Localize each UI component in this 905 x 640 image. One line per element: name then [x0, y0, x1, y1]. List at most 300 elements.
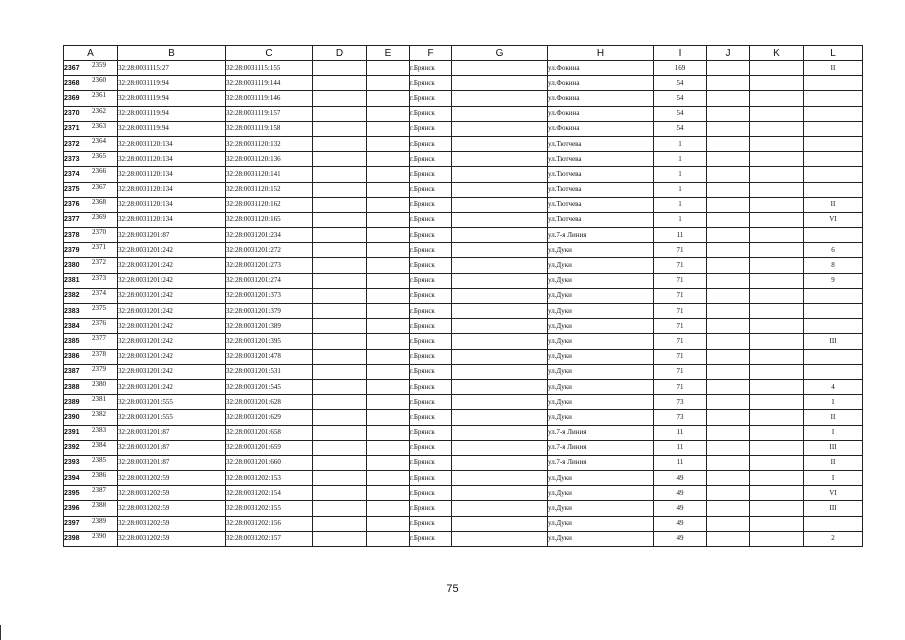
row-number: 2395 — [64, 489, 80, 497]
cell-e — [367, 152, 410, 167]
cell-i: 73 — [654, 395, 707, 410]
cell-i: 71 — [654, 273, 707, 288]
cell-h: ул.Дуки — [548, 319, 654, 334]
cell-g — [452, 76, 548, 91]
cell-c: 32:28:0031201:234 — [226, 228, 313, 243]
cell-j — [707, 152, 750, 167]
cell-b: 32:28:0031119:94 — [118, 121, 226, 136]
table-row — [64, 379, 863, 394]
cell-e — [367, 440, 410, 455]
row-number-cell — [64, 304, 118, 319]
cell-f: г.Брянск — [410, 531, 452, 546]
cell-i: 1 — [654, 212, 707, 227]
table-row — [64, 152, 863, 167]
cell-h: ул.Тютчева — [548, 212, 654, 227]
cell-b: 32:28:0031201:87 — [118, 455, 226, 470]
column-header-row — [64, 46, 863, 61]
row-number-cell — [64, 197, 118, 212]
cell-b: 32:28:0031119:94 — [118, 91, 226, 106]
cell-k — [750, 319, 804, 334]
cell-g — [452, 106, 548, 121]
cell-b: 32:28:0031120:134 — [118, 212, 226, 227]
cell-c: 32:28:0031201:274 — [226, 273, 313, 288]
cell-i: 54 — [654, 76, 707, 91]
cell-i: 49 — [654, 516, 707, 531]
cell-i: 73 — [654, 410, 707, 425]
cell-i: 71 — [654, 243, 707, 258]
cell-g — [452, 182, 548, 197]
cell-g — [452, 486, 548, 501]
cell-g — [452, 349, 548, 364]
cell-d — [313, 319, 367, 334]
cell-g — [452, 440, 548, 455]
row-number-cell — [64, 410, 118, 425]
record-number: 2360 — [92, 76, 106, 85]
record-number: 2386 — [92, 471, 106, 480]
row-number: 2370 — [64, 110, 80, 118]
cell-l: II — [804, 410, 863, 425]
cell-b: 32:28:0031120:134 — [118, 182, 226, 197]
cell-h: ул.Дуки — [548, 349, 654, 364]
record-number: 2361 — [92, 91, 106, 100]
row-number: 2398 — [64, 535, 80, 543]
cell-c: 32:28:0031120:162 — [226, 197, 313, 212]
cell-i: 49 — [654, 501, 707, 516]
cell-l — [804, 121, 863, 136]
cell-k — [750, 167, 804, 182]
record-number: 2372 — [92, 258, 106, 267]
cell-g — [452, 136, 548, 151]
cell-f: г.Брянск — [410, 440, 452, 455]
cell-d — [313, 410, 367, 425]
column-header-e: E — [367, 46, 410, 61]
cell-d — [313, 167, 367, 182]
record-number: 2373 — [92, 273, 106, 282]
row-number-cell — [64, 288, 118, 303]
cell-f: г.Брянск — [410, 379, 452, 394]
cell-f: г.Брянск — [410, 349, 452, 364]
cell-j — [707, 228, 750, 243]
cell-k — [750, 106, 804, 121]
cell-l: 6 — [804, 243, 863, 258]
record-number: 2359 — [92, 61, 106, 69]
table-row — [64, 410, 863, 425]
cell-i: 71 — [654, 349, 707, 364]
row-number: 2388 — [64, 383, 80, 391]
table-row — [64, 167, 863, 182]
cell-b: 32:28:0031201:242 — [118, 319, 226, 334]
cell-c: 32:28:0031119:158 — [226, 121, 313, 136]
cell-g — [452, 273, 548, 288]
cell-d — [313, 304, 367, 319]
cell-e — [367, 258, 410, 273]
cell-k — [750, 228, 804, 243]
cell-l: III — [804, 501, 863, 516]
record-number: 2378 — [92, 349, 106, 358]
cell-c: 32:28:0031201:629 — [226, 410, 313, 425]
cell-l: 9 — [804, 273, 863, 288]
cell-h: ул.Дуки — [548, 243, 654, 258]
cell-l: I — [804, 425, 863, 440]
cell-j — [707, 121, 750, 136]
cell-c: 32:28:0031120:165 — [226, 212, 313, 227]
cell-l — [804, 364, 863, 379]
cell-j — [707, 334, 750, 349]
cell-i: 1 — [654, 152, 707, 167]
cell-f: г.Брянск — [410, 258, 452, 273]
cell-i: 54 — [654, 106, 707, 121]
cell-k — [750, 182, 804, 197]
cell-h: ул.Дуки — [548, 379, 654, 394]
cell-l: I — [804, 471, 863, 486]
cell-c: 32:28:0031115:155 — [226, 61, 313, 76]
cell-k — [750, 471, 804, 486]
cell-f: г.Брянск — [410, 288, 452, 303]
row-number: 2382 — [64, 292, 80, 300]
cell-f: г.Брянск — [410, 273, 452, 288]
cell-k — [750, 288, 804, 303]
cell-h: ул.7-я Линия — [548, 228, 654, 243]
cell-i: 71 — [654, 364, 707, 379]
scan-edge-mark — [0, 625, 1, 640]
row-number-cell — [64, 364, 118, 379]
cell-j — [707, 212, 750, 227]
table-row — [64, 136, 863, 151]
cell-d — [313, 364, 367, 379]
cell-b: 32:28:0031201:87 — [118, 440, 226, 455]
column-header-f: F — [410, 46, 452, 61]
record-number: 2389 — [92, 516, 106, 525]
cell-j — [707, 288, 750, 303]
cell-b: 32:28:0031201:242 — [118, 288, 226, 303]
table-row — [64, 349, 863, 364]
cell-f: г.Брянск — [410, 228, 452, 243]
row-number-cell — [64, 212, 118, 227]
cell-h: ул.Тютчева — [548, 152, 654, 167]
row-number-cell — [64, 501, 118, 516]
row-number: 2378 — [64, 231, 80, 239]
cell-e — [367, 425, 410, 440]
table-row — [64, 364, 863, 379]
cell-d — [313, 440, 367, 455]
cell-j — [707, 349, 750, 364]
cell-e — [367, 486, 410, 501]
cell-e — [367, 121, 410, 136]
cell-h: ул.Дуки — [548, 258, 654, 273]
cell-i: 71 — [654, 288, 707, 303]
cell-h: ул.Дуки — [548, 501, 654, 516]
cell-c: 32:28:0031201:659 — [226, 440, 313, 455]
cell-b: 32:28:0031201:242 — [118, 334, 226, 349]
cell-d — [313, 379, 367, 394]
cell-b: 32:28:0031201:242 — [118, 304, 226, 319]
cell-b: 32:28:0031201:242 — [118, 349, 226, 364]
cell-f: г.Брянск — [410, 455, 452, 470]
cell-b: 32:28:0031201:87 — [118, 425, 226, 440]
cell-g — [452, 531, 548, 546]
row-number: 2387 — [64, 368, 80, 376]
cell-e — [367, 364, 410, 379]
cell-l: II — [804, 61, 863, 76]
cell-d — [313, 152, 367, 167]
cell-h: ул.Тютчева — [548, 136, 654, 151]
record-number: 2364 — [92, 136, 106, 145]
row-number-cell — [64, 106, 118, 121]
table-row — [64, 182, 863, 197]
row-number: 2392 — [64, 444, 80, 452]
row-number: 2385 — [64, 337, 80, 345]
cell-k — [750, 91, 804, 106]
cell-g — [452, 61, 548, 76]
cell-f: г.Брянск — [410, 136, 452, 151]
cell-i: 54 — [654, 121, 707, 136]
row-number: 2377 — [64, 216, 80, 224]
cell-j — [707, 167, 750, 182]
cell-h: ул.Дуки — [548, 288, 654, 303]
cell-e — [367, 167, 410, 182]
cell-d — [313, 486, 367, 501]
row-number: 2386 — [64, 353, 80, 361]
cell-b: 32:28:0031115:27 — [118, 61, 226, 76]
cell-f: г.Брянск — [410, 516, 452, 531]
column-header-a: A — [64, 46, 118, 61]
row-number-cell — [64, 425, 118, 440]
cell-d — [313, 197, 367, 212]
cell-l — [804, 319, 863, 334]
cell-d — [313, 228, 367, 243]
row-number-cell — [64, 258, 118, 273]
table-row — [64, 486, 863, 501]
cell-l — [804, 91, 863, 106]
record-number: 2382 — [92, 410, 106, 419]
cell-c: 32:28:0031201:478 — [226, 349, 313, 364]
row-number-cell — [64, 121, 118, 136]
cell-k — [750, 395, 804, 410]
cell-e — [367, 273, 410, 288]
cell-c: 32:28:0031201:273 — [226, 258, 313, 273]
row-number: 2379 — [64, 246, 80, 254]
cell-l — [804, 182, 863, 197]
cell-g — [452, 228, 548, 243]
cell-d — [313, 349, 367, 364]
cell-g — [452, 410, 548, 425]
cell-k — [750, 349, 804, 364]
row-number: 2368 — [64, 79, 80, 87]
cell-l: 4 — [804, 379, 863, 394]
cell-k — [750, 334, 804, 349]
cell-e — [367, 182, 410, 197]
cell-c: 32:28:0031120:132 — [226, 136, 313, 151]
table-row — [64, 228, 863, 243]
page-number: 75 — [446, 583, 459, 595]
cell-h: ул.Фокина — [548, 61, 654, 76]
cell-j — [707, 379, 750, 394]
cell-b: 32:28:0031202:59 — [118, 501, 226, 516]
cell-l — [804, 106, 863, 121]
cell-g — [452, 379, 548, 394]
cell-j — [707, 440, 750, 455]
cell-g — [452, 455, 548, 470]
record-number: 2380 — [92, 379, 106, 388]
cell-c: 32:28:0031201:379 — [226, 304, 313, 319]
cell-j — [707, 471, 750, 486]
cell-f: г.Брянск — [410, 121, 452, 136]
cell-h: ул.7-я Линия — [548, 425, 654, 440]
table-row — [64, 531, 863, 546]
column-header-g: G — [452, 46, 548, 61]
cell-i: 49 — [654, 531, 707, 546]
cell-j — [707, 455, 750, 470]
cell-b: 32:28:0031120:134 — [118, 152, 226, 167]
table-row — [64, 76, 863, 91]
cell-k — [750, 304, 804, 319]
column-header-k: K — [750, 46, 804, 61]
cell-d — [313, 471, 367, 486]
record-number: 2374 — [92, 288, 106, 297]
cell-f: г.Брянск — [410, 334, 452, 349]
cell-j — [707, 76, 750, 91]
cell-h: ул.Дуки — [548, 531, 654, 546]
record-number: 2383 — [92, 425, 106, 434]
cell-j — [707, 273, 750, 288]
cell-e — [367, 61, 410, 76]
record-number: 2381 — [92, 395, 106, 404]
cell-h: ул.7-я Линия — [548, 455, 654, 470]
cell-d — [313, 455, 367, 470]
row-number-cell — [64, 531, 118, 546]
row-number: 2367 — [64, 64, 80, 72]
cell-j — [707, 106, 750, 121]
cell-i: 49 — [654, 486, 707, 501]
row-number: 2384 — [64, 322, 80, 330]
cell-i: 1 — [654, 182, 707, 197]
cell-i: 11 — [654, 425, 707, 440]
cell-g — [452, 91, 548, 106]
cell-g — [452, 516, 548, 531]
cell-d — [313, 334, 367, 349]
cell-e — [367, 531, 410, 546]
cell-i: 11 — [654, 228, 707, 243]
cell-g — [452, 243, 548, 258]
table-row — [64, 334, 863, 349]
cell-e — [367, 379, 410, 394]
cell-b: 32:28:0031202:59 — [118, 516, 226, 531]
cell-k — [750, 243, 804, 258]
cell-b: 32:28:0031201:555 — [118, 410, 226, 425]
cell-g — [452, 334, 548, 349]
cell-b: 32:28:0031201:242 — [118, 243, 226, 258]
cell-l — [804, 167, 863, 182]
cell-i: 11 — [654, 455, 707, 470]
cell-l: II — [804, 455, 863, 470]
cell-h: ул.Дуки — [548, 364, 654, 379]
cell-f: г.Брянск — [410, 395, 452, 410]
row-number-cell — [64, 273, 118, 288]
cell-b: 32:28:0031201:242 — [118, 258, 226, 273]
column-header-h: H — [548, 46, 654, 61]
cell-k — [750, 273, 804, 288]
cell-j — [707, 319, 750, 334]
cell-h: ул.Дуки — [548, 334, 654, 349]
row-number: 2390 — [64, 413, 80, 421]
record-number: 2370 — [92, 228, 106, 237]
cell-b: 32:28:0031202:59 — [118, 531, 226, 546]
cell-e — [367, 471, 410, 486]
cell-d — [313, 531, 367, 546]
cell-h: ул.Дуки — [548, 486, 654, 501]
table-row — [64, 61, 863, 76]
table-row — [64, 501, 863, 516]
cell-j — [707, 486, 750, 501]
cell-l: 8 — [804, 258, 863, 273]
cell-d — [313, 136, 367, 151]
cell-l: 2 — [804, 531, 863, 546]
cell-f: г.Брянск — [410, 501, 452, 516]
cell-e — [367, 91, 410, 106]
cell-j — [707, 395, 750, 410]
column-header-c: C — [226, 46, 313, 61]
table-row — [64, 395, 863, 410]
cell-d — [313, 273, 367, 288]
cell-f: г.Брянск — [410, 304, 452, 319]
table-row — [64, 288, 863, 303]
cell-l — [804, 136, 863, 151]
cell-b: 32:28:0031202:59 — [118, 471, 226, 486]
row-number: 2374 — [64, 170, 80, 178]
cell-d — [313, 212, 367, 227]
row-number: 2391 — [64, 429, 80, 437]
cell-k — [750, 379, 804, 394]
cell-h: ул.Дуки — [548, 273, 654, 288]
row-number-cell — [64, 455, 118, 470]
cell-l — [804, 304, 863, 319]
table-row — [64, 471, 863, 486]
cell-b: 32:28:0031201:555 — [118, 395, 226, 410]
row-number: 2394 — [64, 474, 80, 482]
cell-c: 32:28:0031201:545 — [226, 379, 313, 394]
cell-i: 71 — [654, 334, 707, 349]
cell-c: 32:28:0031202:153 — [226, 471, 313, 486]
cell-k — [750, 121, 804, 136]
cell-b: 32:28:0031201:87 — [118, 228, 226, 243]
row-number: 2380 — [64, 262, 80, 270]
cell-d — [313, 61, 367, 76]
cell-d — [313, 258, 367, 273]
cell-l — [804, 516, 863, 531]
cell-f: г.Брянск — [410, 319, 452, 334]
record-number: 2375 — [92, 304, 106, 312]
cell-f: г.Брянск — [410, 152, 452, 167]
cell-c: 32:28:0031201:658 — [226, 425, 313, 440]
cell-d — [313, 182, 367, 197]
cell-h: ул.Дуки — [548, 304, 654, 319]
row-number-cell — [64, 395, 118, 410]
cell-l: II — [804, 197, 863, 212]
cell-j — [707, 304, 750, 319]
cell-i: 11 — [654, 440, 707, 455]
cell-d — [313, 76, 367, 91]
cell-j — [707, 243, 750, 258]
cell-f: г.Брянск — [410, 471, 452, 486]
cell-g — [452, 501, 548, 516]
table-row — [64, 197, 863, 212]
row-number-cell — [64, 471, 118, 486]
cell-c: 32:28:0031120:152 — [226, 182, 313, 197]
cell-b: 32:28:0031201:242 — [118, 273, 226, 288]
cell-f: г.Брянск — [410, 486, 452, 501]
cell-g — [452, 258, 548, 273]
cell-h: ул.Тютчева — [548, 167, 654, 182]
